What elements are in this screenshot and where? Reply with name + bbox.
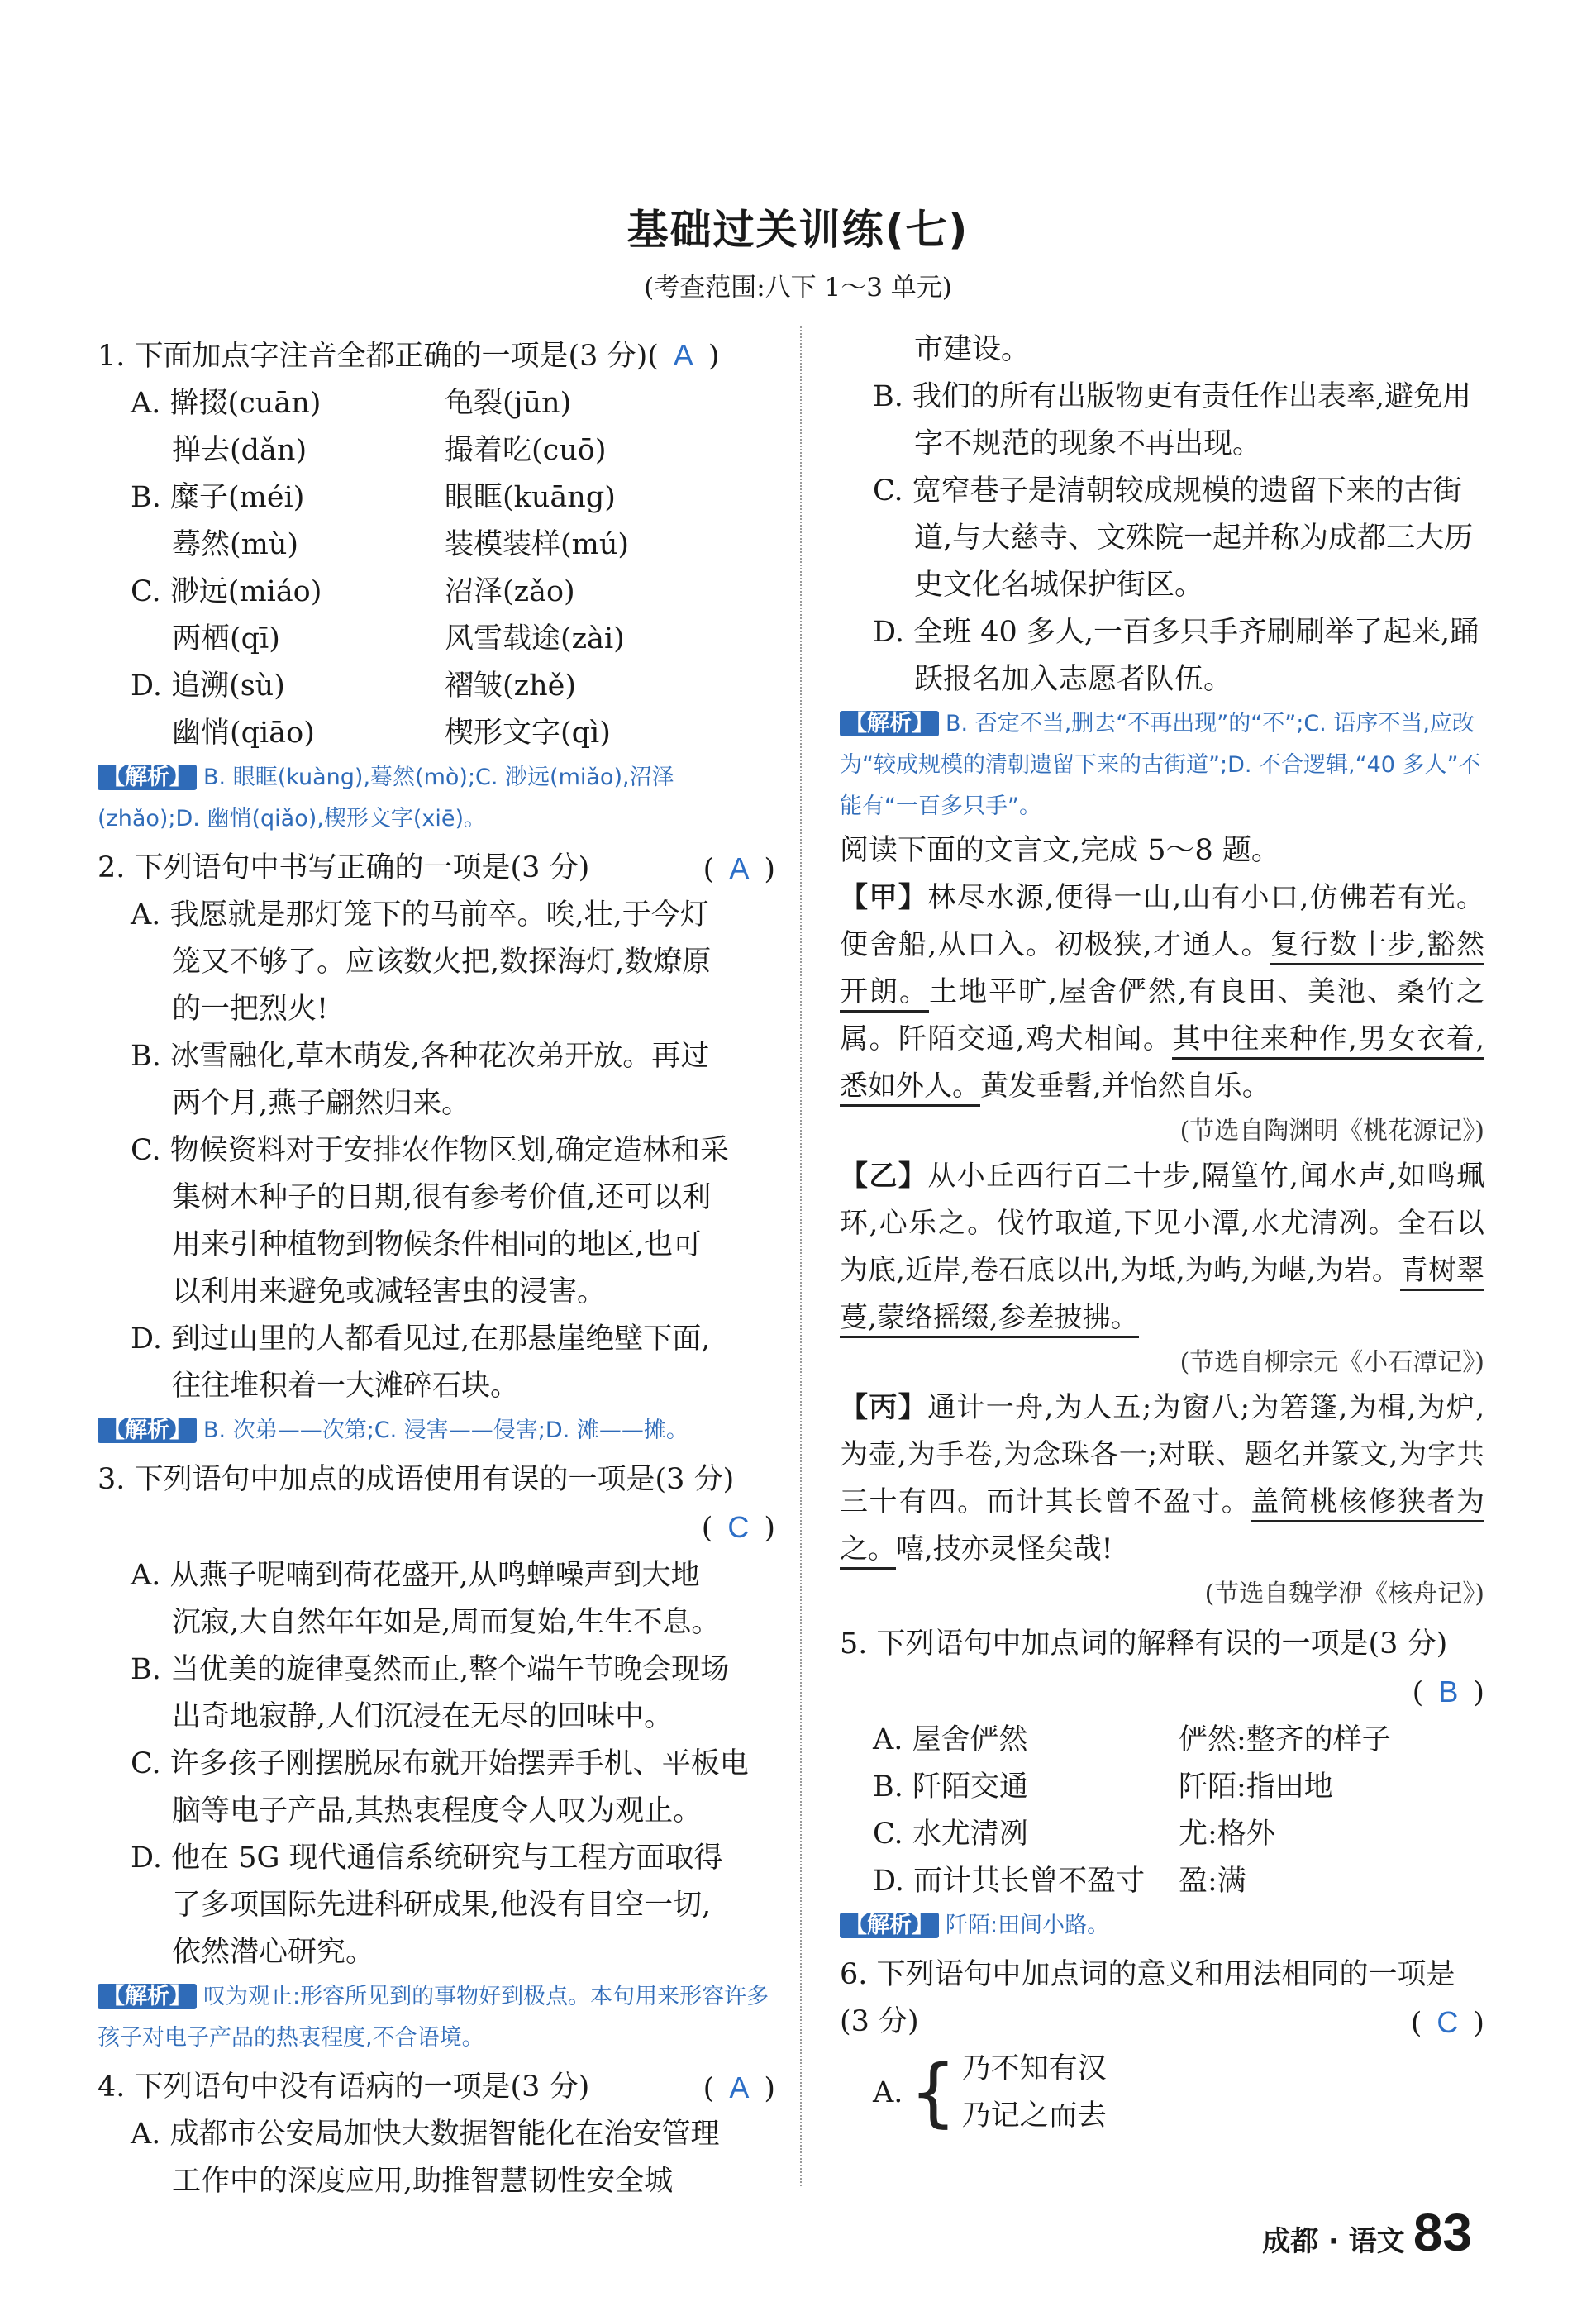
answer-mark: B [1438,1675,1459,1708]
page-title: 基础过关训练(七) [626,206,970,254]
option-cell: 盈:满 [1179,1865,1246,1898]
option-cell: A. 屋舍俨然 [873,1723,1028,1756]
explanation: 【解析】 B. 否定不当,删去“不再出现”的“不”;C. 语序不当,应改为“较成规模的清朝遗留下来的古街道”;D. 不合逻辑,“40 多人”不能有“一百多只手”。 [840,711,1481,819]
option-line: 两个月,燕子翩然归来。 [172,1087,471,1120]
option-cell: 眼眶(kuāng) [445,481,616,514]
underlined-sentence: 青树翠蔓,蒙络摇缀,参差披拂。 [840,1254,1484,1338]
option-cell: 撮着吃(cuō) [445,434,607,467]
page-subtitle: (考查范围:八下 1～3 单元) [644,273,952,303]
brace-icon: { [909,2049,957,2136]
option-line: 往往堆积着一大滩碎石块。 [172,1370,520,1403]
column-divider [800,326,802,2186]
question-4-continued [840,326,1484,827]
option-d: D. 全班 40 多人,一百多只手齐刷刷举了起来,踊 [873,616,1479,649]
question-stem: 6. 下列语句中加点词的意义和用法相同的一项是 [840,1958,1455,1991]
option-a: A. 我愿就是那灯笼下的马前卒。唉,壮,于今灯 [131,898,709,932]
option-b: B. 当优美的旋律戛然而止,整个端午节晚会现场 [131,1653,730,1686]
option-line: 史文化名城保护街区。 [914,569,1204,602]
answer-mark: A [673,338,693,372]
option-line: 了多项国际先进科研成果,他没有目空一切, [172,1889,712,1922]
option-cell: 龟裂(jūn) [445,387,572,420]
option-line: 用来引种植物到物候条件相同的地区,也可 [172,1228,703,1261]
option-line: 笼又不够了。应该数火把,数探海灯,数燎原 [172,946,712,979]
option-c: C. 物候资料对于安排农作物区划,确定造林和采 [131,1134,729,1167]
subject-label: 成都 · 语文 [1262,2225,1405,2258]
explanation: 【解析】 阡陌:田间小路。 [840,1905,1484,1946]
underlined-sentence: 复行数十步,豁然开朗。 [840,928,1484,1013]
passage-source: (节选自陶渊明《桃花源记》) [1179,1117,1484,1146]
option-grid [840,1717,1484,1905]
option-cell: D. 而计其长曾不盈寸 [873,1865,1146,1898]
page-footer [1262,2202,1472,2263]
left-column [98,326,775,2205]
explanation: 【解析】 B. 次弟——次第;C. 浸害——侵害;D. 滩——摊。 [98,1410,775,1451]
question-stem: 5. 下列语句中加点词的解释有误的一项是(3 分) [840,1627,1448,1661]
option-line: 的一把烈火! [172,993,329,1026]
option-cell: B. 阡陌交通 [873,1770,1028,1804]
option-line: 出奇地寂静,人们沉浸在无尽的回味中。 [172,1700,674,1733]
option-cell: D. 追溯(sù) [131,669,285,703]
option-cell: 俨然:整齐的样子 [1179,1723,1391,1756]
option-b: B. 冰雪融化,草木萌发,各种花次弟开放。再过 [131,1040,710,1073]
option-line: 依然潜心研究。 [172,1936,375,1969]
passage-source: (节选自柳宗元《小石潭记》) [1179,1348,1484,1377]
passage-bing: 【丙】通计一舟,为人五;为窗八;为箬篷,为楫,为炉,为壶,为手卷,为念珠各一;对联、题名并篆文,为字共三十有四。而计其长曾不盈寸。盖简桃核修狭者为之。嘻,技亦灵怪矣哉! [840,1384,1484,1573]
option-cell: 装模装样(mú) [445,528,630,561]
passage-yi: 【乙】从小丘西行百二十步,隔篁竹,闻水声,如鸣珮环,心乐之。伐竹取道,下见小潭,水尤清冽。全石以为底,近岸,卷石底以出,为坻,为屿,为嵁,为岩。青树翠蔓,蒙络摇缀,参差披拂。 [840,1153,1484,1341]
question-1 [98,331,775,840]
option-line: 集树木种子的日期,很有参考价值,还可以利 [172,1181,712,1214]
answer-mark: A [729,851,750,885]
option-grid [98,380,775,757]
option-line: 工作中的深度应用,助推智慧韧性安全城 [172,2165,674,2198]
question-6: 6. 下列语句中加点词的意义和用法相同的一项是 (3 分) ( C ) A. { 乃不知有汉 乃记之而去 [840,1951,1484,2140]
option-line: 道,与大慈寺、文殊院一起并称为成都三大历 [914,522,1474,555]
option-cell: B. 糜子(méi) [131,481,305,514]
option-line: 跃报名加入志愿者队伍。 [914,663,1233,696]
option-cell: 两栖(qī) [172,622,280,655]
option-a: A. 从燕子呢喃到荷花盛开,从鸣蝉噪声到大地 [131,1559,700,1592]
option-cell: A. 擀掇(cuān) [131,387,322,420]
question-stem: 4. 下列语句中没有语病的一项是(3 分) ( A ) [98,2070,775,2105]
option-cell: 沼泽(zǎo) [445,575,575,608]
option-line: 脑等电子产品,其热衷程度令人叹为观止。 [172,1794,703,1827]
option-line: 字不规范的现象不再出现。 [914,427,1262,460]
option-line: 乃不知有汉 [961,2052,1107,2085]
option-a: A. { 乃不知有汉 乃记之而去 [840,2046,1411,2140]
reading-section [840,827,1484,1616]
question-5: 5. 下列语句中加点词的解释有误的一项是(3 分) ( B ) A. 屋舍俨然 俨然:整齐的样子 B. 阡陌交通 阡陌:指田地 C. 水尤清冽 尤:格外 D. 而计其长曾不盈寸 盈:满 【解析】 阡陌:田间小路。 [840,1621,1484,1946]
option-line: 沉寂,大自然年年如是,周而复始,生生不息。 [172,1606,721,1639]
option-cell: 风雪载途(zài) [445,622,625,655]
option-cell: 蓦然(mù) [172,528,299,561]
answer-mark: C [1436,2005,1459,2039]
question-4 [98,2064,775,2205]
option-d: D. 他在 5G 现代通信系统研究与工程方面取得 [131,1842,723,1875]
right-column [840,326,1484,2140]
question-3: 3. 下列语句中加点的成语使用有误的一项是(3 分) ( C ) A. 从燕子呢喃到荷花盛开,从鸣蝉噪声到大地 沉寂,大自然年年如是,周而复始,生生不息。 B. 当优美的旋律戛然而止,整个端午节晚会现场 出奇地寂静,人们沉浸在无尽的回味中。 C. 许多孩子刚摆脱尿布就开始摆弄手机、平板电 脑等电子产品,其热衷程度令人叹为观止。 D. 他在 5G 现代通信系统研究与工程方面取得 了多项国际先进科研成果,他没有目空一切, 依然潜心研究。 【解析】 叹为观止:形容所见到的事物好到极点。本句用来形容许多孩子对电子产品的热衷程度,不合语境。 [98,1456,775,2059]
answer-mark: A [729,2070,750,2104]
explanation: 【解析】 B. 眼眶(kuàng),蓦然(mò);C. 渺远(miǎo),沼泽(zhǎo);D. 幽悄(qiǎo),楔形文字(xiē)。 [98,765,674,831]
option-cell: 楔形文字(qì) [445,717,611,750]
underlined-sentence: 盖简桃核修狭者为之。 [840,1485,1484,1570]
option-c: C. 许多孩子刚摆脱尿布就开始摆弄手机、平板电 [131,1747,749,1780]
page-number: 83 [1413,2203,1472,2262]
option-d: D. 到过山里的人都看见过,在那悬崖绝壁下面, [131,1322,711,1356]
option-cell: 阡陌:指田地 [1179,1770,1333,1804]
option-line: 市建设。 [914,333,1031,366]
option-cell: C. 渺远(miáo) [131,575,322,608]
option-cell: C. 水尤清冽 [873,1818,1028,1851]
option-line: 乃记之而去 [961,2099,1107,2132]
question-2 [98,845,775,1451]
question-stem: 3. 下列语句中加点的成语使用有误的一项是(3 分) [98,1463,735,1496]
underlined-sentence: 其中往来种作,男女衣着,悉如外人。 [840,1022,1484,1107]
option-cell: 幽悄(qiāo) [172,717,315,750]
option-cell: 褶皱(zhě) [445,669,577,703]
option-line: 以利用来避免或减轻害虫的浸害。 [172,1275,607,1308]
passage-jia: 【甲】林尽水源,便得一山,山有小口,仿佛若有光。便舍船,从口入。初极狭,才通人。复行数十步,豁然开朗。土地平旷,屋舍俨然,有良田、美池、桑竹之属。阡陌交通,鸡犬相闻。其中往来种作,男女衣着,悉如外人。黄发垂髫,并怡然自乐。 [840,874,1484,1110]
option-b: B. 我们的所有出版物更有责任作出表率,避免用 [873,380,1472,413]
reading-intro: 阅读下面的文言文,完成 5～8 题。 [840,834,1280,867]
question-stem: 1. 下面加点字注音全都正确的一项是(3 分)( A ) [98,338,720,373]
option-cell: 尤:格外 [1179,1818,1275,1851]
option-cell: 掸去(dǎn) [172,434,307,467]
option-c: C. 宽窄巷子是清朝较成规模的遗留下来的古街 [873,474,1462,507]
answer-mark: C [727,1510,750,1544]
passage-source: (节选自魏学洢《核舟记》) [1204,1580,1484,1608]
explanation: 【解析】 叹为观止:形容所见到的事物好到极点。本句用来形容许多孩子对电子产品的热衷程度,不合语境。 [98,1984,769,2051]
option-a: A. 成都市公安局加快大数据智能化在治安管理 [131,2118,720,2151]
question-stem: 2. 下列语句中书写正确的一项是(3 分) ( A ) [98,851,775,886]
